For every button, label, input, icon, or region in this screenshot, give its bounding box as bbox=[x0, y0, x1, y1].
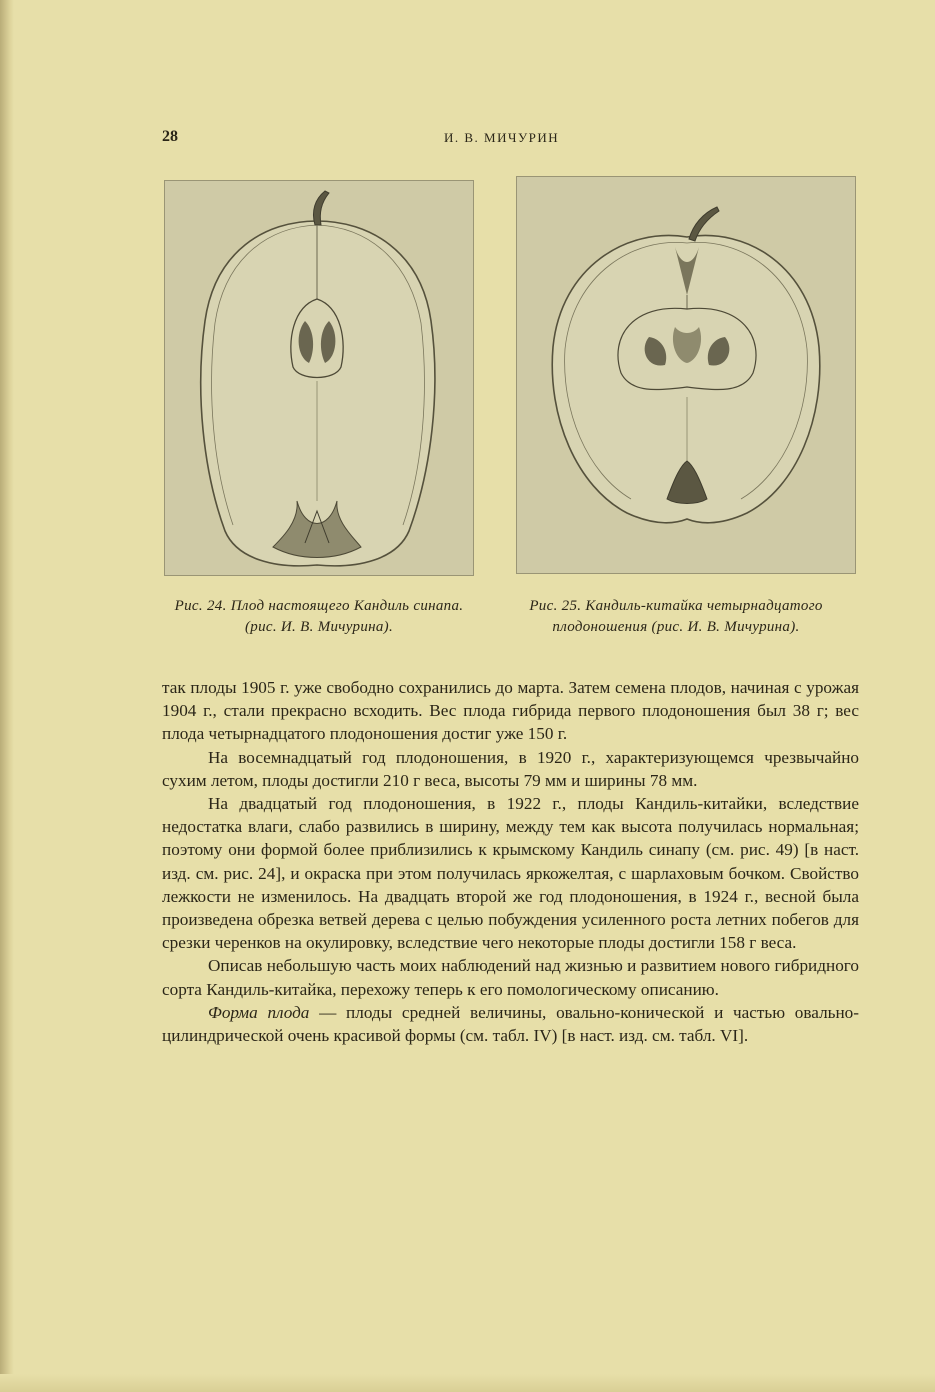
paragraph: На двадцатый год плодоношения, в 1922 г., плоды Кандиль-китайки, вследствие недостатка влаги, слабо развились в ширину, между тем как высота получилась нормальная; поэтому они формой более приблизились к крымскому Кандиль синапу (см. рис. 49) [в наст. изд. см. рис. 24], и окраска при этом получилась яркожелтая, с шарлаховым бочком. Свойство лежкости не изменилось. На двадцать второй же год плодоношения, в 1924 г., весной была произведена обрезка ветвей дерева с целью побуждения усиленного роста летних побегов для срезки черенков на окулировку, вследствие чего некоторые плоды достигли 158 г веса. bbox=[162, 794, 859, 953]
page-number: 28 bbox=[162, 128, 178, 145]
apple-candil-sinap-illustration bbox=[165, 181, 473, 575]
page-binding-edge bbox=[0, 0, 14, 1392]
figure-24-caption: Рис. 24. Плод настоящего Кандиль синапа. (рис. И. В. Мичурина). bbox=[174, 598, 464, 635]
paragraph-fruit-shape bbox=[162, 1001, 859, 1047]
paragraph: так плоды 1905 г. уже свободно сохранились до марта. Затем семена плодов, начиная с урожая 1904 г., стали прекрасно всходить. Вес плода гибрида первого плодоношения был 38 г; вес плода четырнадцатого плодоношения достиг уже 150 г. bbox=[162, 678, 859, 744]
figure-25-caption: Рис. 25. Кандиль-китайка четырнадцатого плодоношения (рис. И. В. Мичурина). bbox=[529, 598, 823, 635]
figure-25-apple-drawing bbox=[516, 176, 856, 574]
body-text bbox=[162, 676, 859, 1047]
page-bottom-edge bbox=[0, 1374, 935, 1392]
paragraph: Описав небольшую часть моих наблюдений над жизнью и развитием нового гибридного сорта Кандиль-китайка, перехожу теперь к его помологическому описанию. bbox=[162, 956, 859, 999]
term-fruit-shape: Форма плода bbox=[208, 1002, 310, 1022]
apple-candil-kitaika-illustration bbox=[517, 177, 855, 573]
figure-24-apple-drawing bbox=[164, 180, 474, 576]
running-title: И. В. МИЧУРИН bbox=[444, 130, 560, 145]
fruit-shape-description: — плоды средней величины, овально-конической и частью овально-цилиндрической очень красивой формы (см. табл. IV) [в наст. изд. см. табл. VI]. bbox=[162, 1002, 860, 1046]
page-header bbox=[162, 128, 862, 148]
paragraph: На восемнадцатый год плодоношения, в 1920 г., характеризующемся чрезвычайно сухим летом, плоды достигли 210 г веса, высоты 79 мм и ширины 78 мм. bbox=[162, 747, 859, 790]
